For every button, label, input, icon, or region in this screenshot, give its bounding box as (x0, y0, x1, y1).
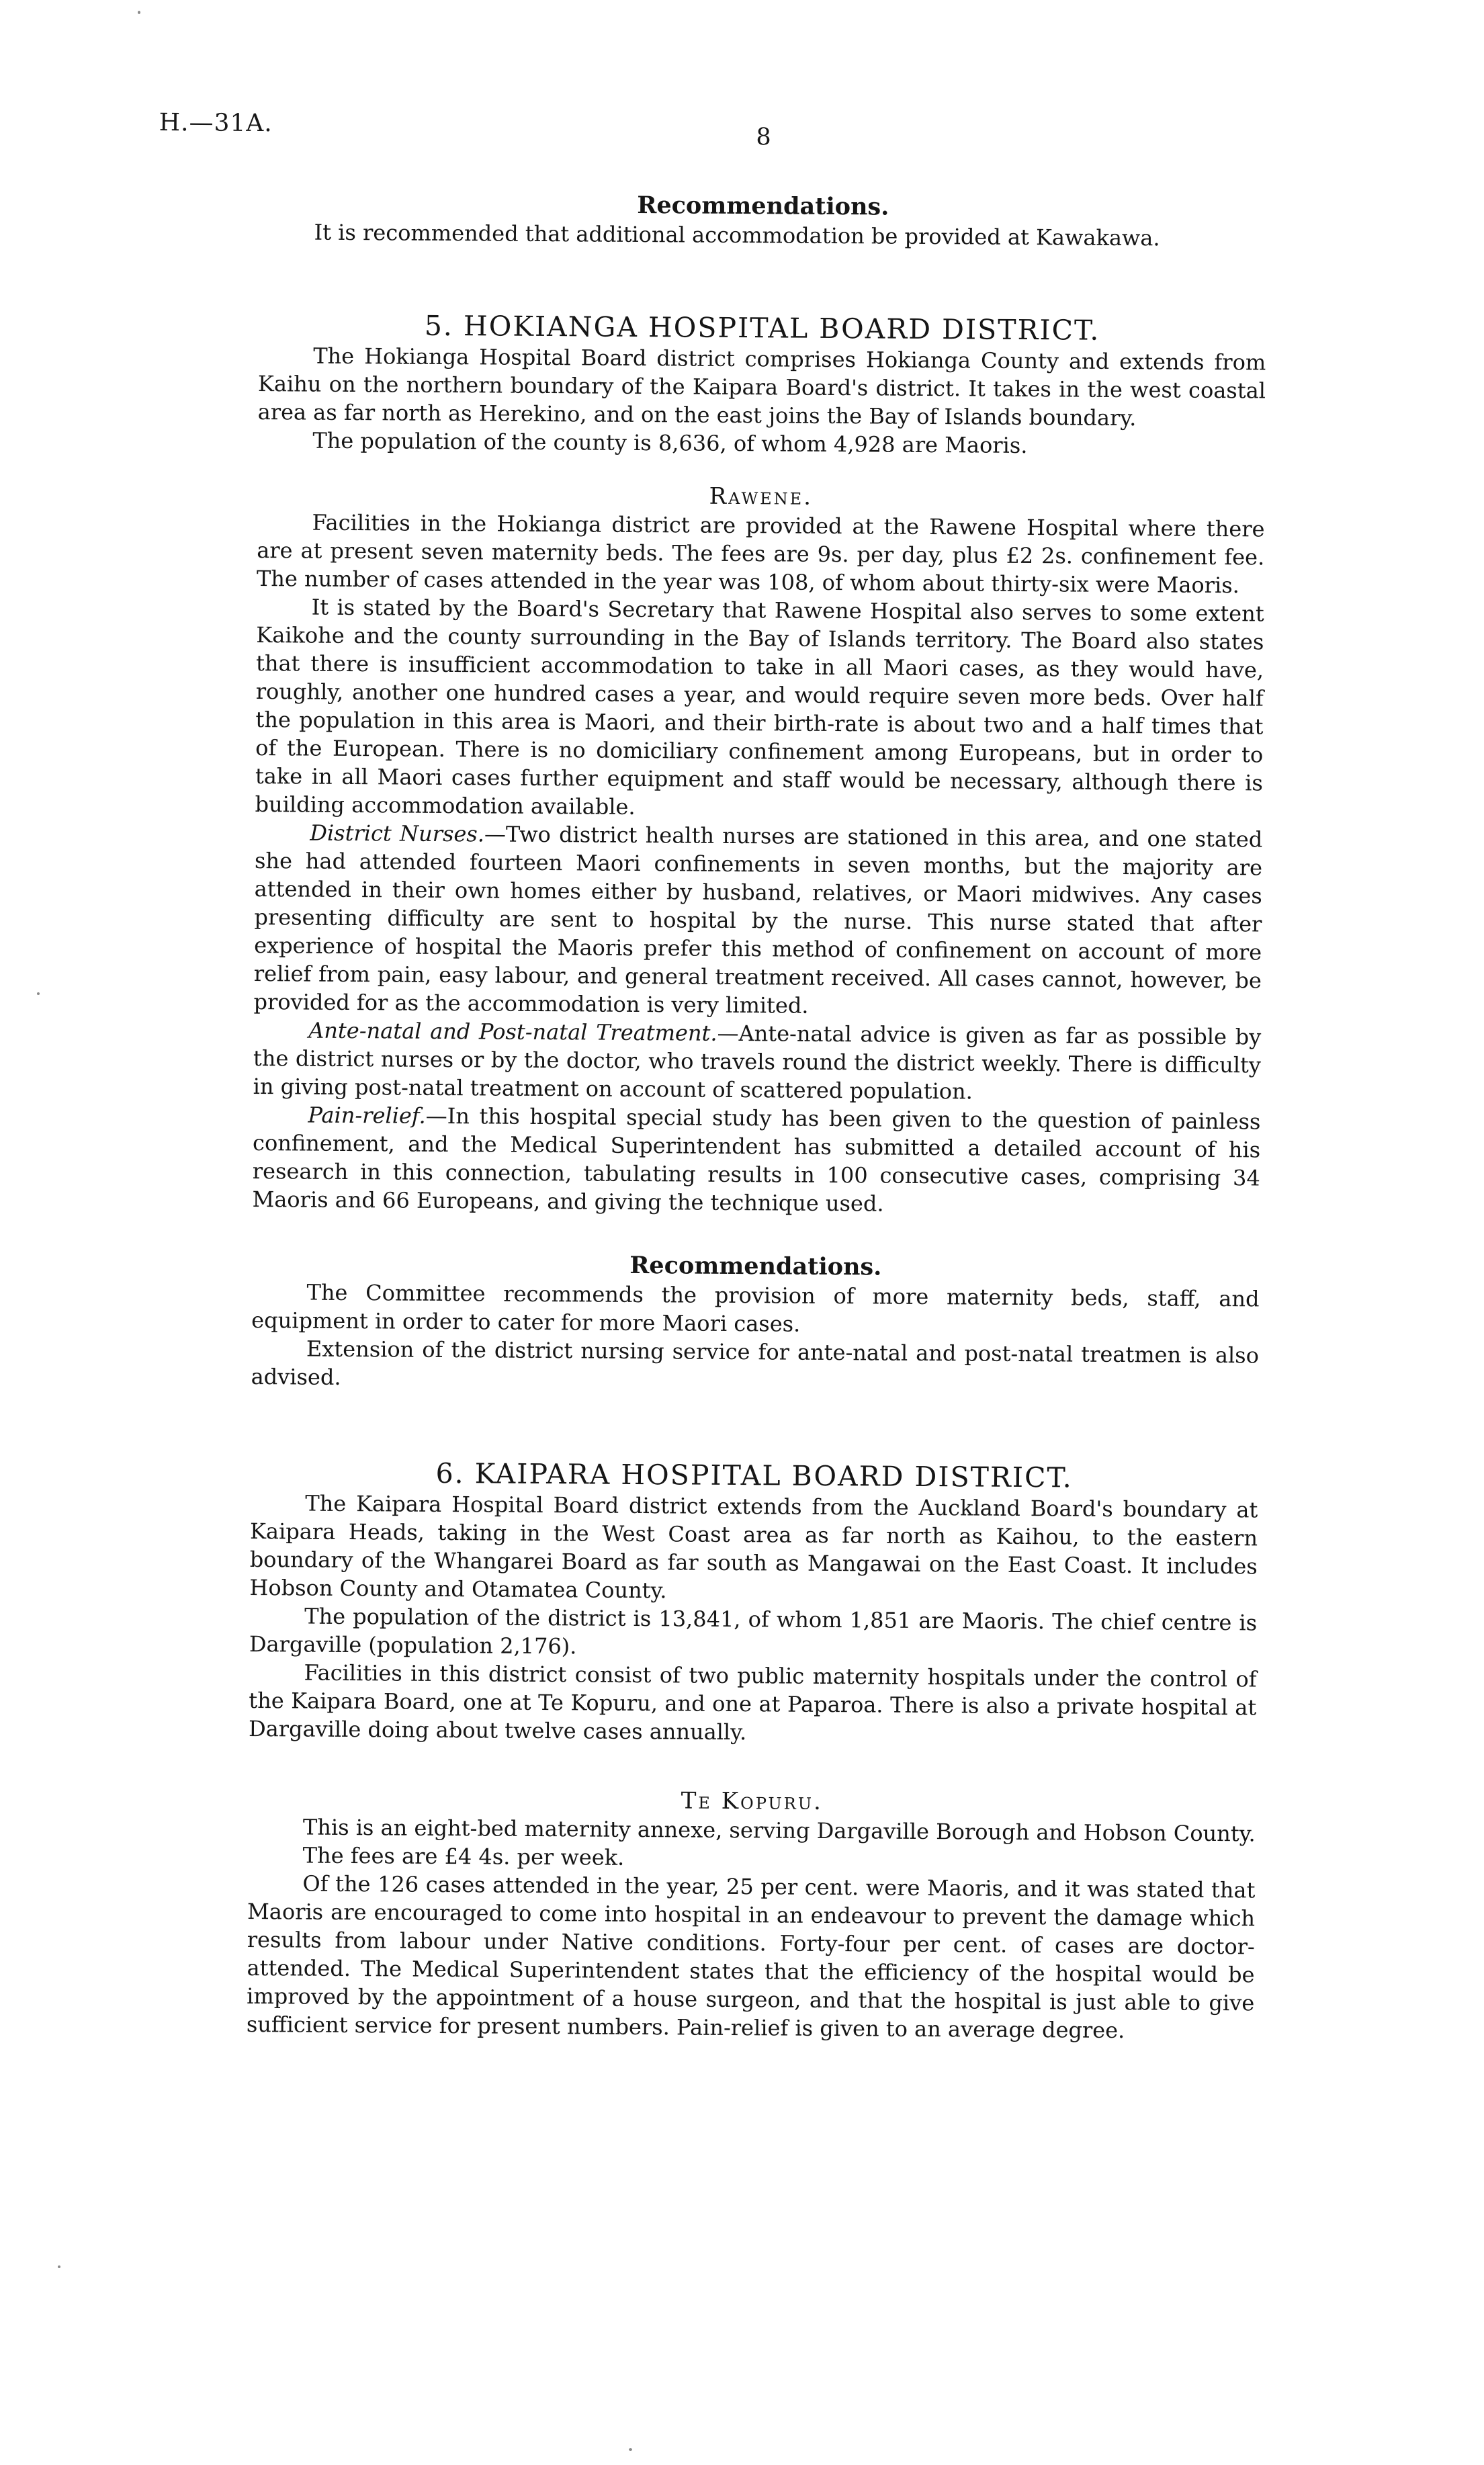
paragraph-rawene-secretary: It is stated by the Board's Secretary that Rawene Hospital also serves to some extent Kaikohe and the county surrounding in the Bay of Islands territory. The Board also states that there is insufficient accommodation to take in all Maori cases, as they would have, roughly, another one hundred cases a year, and would require seven more beds. Over half the population in this area is Maori, and their birth-rate is about two and a half times that of the European. There is no domiciliary confinement among Europeans, but in order to take in all Maori cases further equipment and staff would be necessary, although there is building accommodation available. (255, 594, 1264, 820)
paragraph-pain-relief (252, 1100, 1260, 1220)
kaipara-section-heading: 6. KAIPARA HOSPITAL BOARD DISTRICT. (435, 1457, 1073, 1494)
scan-speck (58, 2265, 60, 2268)
paragraph-kaipara-district: The Kaipara Hospital Board district extends from the Auckland Board's boundary at Kaipara Heads, taking in the West Coast area as far north as Kaihou, to the eastern boundary of the Whangarei Board as far south as Mangawai on the East Coast. It includes Hobson County and Otamatea County. (249, 1490, 1258, 1604)
scan-speck (138, 11, 140, 14)
paragraph-committee-recommendation: The Committee recommends the provision of more maternity beds, staff, and equipment in order to cater for more Maori cases. (251, 1279, 1260, 1337)
antenatal-text: —Ante-natal advice is given as far as possible by the district nurses or by the doctor, who travels round the district weekly. There is difficulty in giving post-natal treatment on account of scattered population. (253, 1020, 1262, 1105)
paragraph-te-kopuru-annexe: This is an eight-bed maternity annexe, serving Dargaville Borough and Hobson County. (302, 1814, 1256, 1847)
paragraph-hokianga-district: The Hokianga Hospital Board district comprises Hokianga County and extends from Kaihu on the northern boundary of the Kaipara Board's district. It takes in the west coastal area as far north as Herekino, and on the east joins the Bay of Islands boundary. (257, 343, 1266, 431)
paragraph-extension-recommendation: Extension of the district nursing service for ante-natal and post-natal treatmen is also advised. (251, 1336, 1260, 1390)
rawene-subheading: Rawene. (709, 482, 814, 511)
antenatal-label: Ante-natal and Post-natal Treatment. (308, 1017, 717, 1046)
paragraph-district-nurses (253, 818, 1262, 1023)
paragraph-te-kopuru-cases: Of the 126 cases attended in the year, 25 per cent. were Maoris, and it was stated that Maoris are encouraged to come into hospital in an endeavour to prevent the damage which results from labour under Native conditions. Forty-four per cent. of cases are doctor-attended. The Medical Superintendent states that the efficiency of the hospital would be improved by the appointment of a house surgeon, and that the hospital is just able to give sufficient service for present numbers. Pain-relief is given to an average degree. (246, 1870, 1256, 2044)
paragraph-antenatal-treatment (253, 1016, 1262, 1107)
pain-relief-label: Pain-relief. (308, 1102, 426, 1129)
recommendations-heading-top: Recommendations. (637, 191, 889, 221)
pain-relief-text: —In this hospital special study has been given to the question of painless confinement, and the Medical Superintendent has submitted a detailed account of his research in this connection, tabulating results in 100 consecutive cases, comprising 34 Maoris and 66 Europeans, and giving the technique used. (252, 1102, 1261, 1217)
page-number: 8 (756, 124, 771, 151)
district-nurses-text: —Two district health nurses are stationed in this area, and one stated she had attended fourteen Maori confinements in seven months, but the majority are attended in their own homes either by husband, relatives, or Maori midwives. Any cases presenting difficulty are sent to hospital by the nurse. This nurse stated that after experience of hospital the Maoris prefer this method of confinement on account of more relief from pain, easy labour, and general treatment received. All cases cannot, however, be provided for as the accommodation is very limited. (253, 821, 1263, 1019)
report-code: H.—31A. (159, 108, 273, 138)
scan-speck (37, 992, 40, 995)
paragraph-kawakawa-recommendation: It is recommended that additional accommodation be provided at Kawakawa. (314, 219, 1160, 251)
recommendations-heading-hokianga: Recommendations. (629, 1251, 882, 1281)
paragraph-hokianga-population: The population of the county is 8,636, of whom 4,928 are Maoris. (312, 427, 1028, 459)
text-block (247, 0, 1268, 2045)
scan-speck (629, 2448, 632, 2451)
paragraph-kaipara-population: The population of the district is 13,841, of whom 1,851 are Maoris. The chief centre is Dargaville (population 2,176). (249, 1603, 1258, 1659)
hokianga-section-heading: 5. HOKIANGA HOSPITAL BOARD DISTRICT. (424, 309, 1100, 347)
paragraph-rawene-facilities: Facilities in the Hokianga district are provided at the Rawene Hospital where there are at present seven maternity beds. The fees are 9s. per day, plus £2 2s. confinement fee. The number of cases attended in the year was 108, of whom about thirty-six were Maoris. (256, 509, 1265, 599)
paragraph-te-kopuru-fees: The fees are £4 4s. per week. (302, 1842, 625, 1870)
district-nurses-label: District Nurses. (310, 820, 485, 847)
te-kopuru-subheading: Te Kopuru. (681, 1787, 823, 1815)
paragraph-kaipara-facilities: Facilities in this district consist of two public maternity hospitals under the control of the Kaipara Board, one at Te Kopuru, and one at Paparoa. There is also a private hospital at Dargaville doing about twelve cases annually. (248, 1659, 1257, 1745)
